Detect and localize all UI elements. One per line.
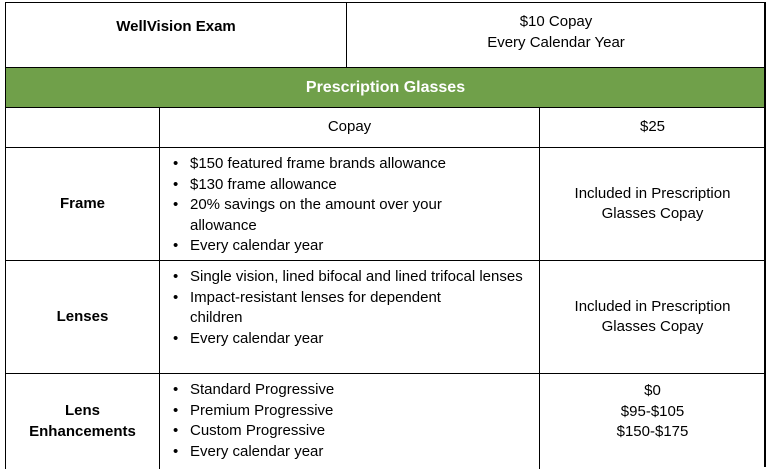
lens-enhancements-list bbox=[164, 380, 535, 462]
list-item: • $130 frame allowance bbox=[164, 175, 535, 196]
list-item: • Premium Progressive bbox=[164, 401, 535, 422]
list-item: • 20% savings on the amount over your allowance bbox=[164, 195, 490, 236]
list-item: • Every calendar year bbox=[164, 329, 535, 350]
list-item: • Standard Progressive bbox=[164, 380, 535, 401]
lenses-value-cell bbox=[539, 260, 765, 373]
copay-label-cell bbox=[159, 107, 539, 147]
exam-label-cell bbox=[5, 2, 346, 67]
lenses-label: Lenses bbox=[56, 307, 109, 325]
list-item: • Single vision, lined bifocal and lined trifocal lenses bbox=[164, 267, 530, 288]
list-item: • Every calendar year bbox=[164, 442, 535, 463]
frame-value-line1: Included in Prescription bbox=[574, 184, 731, 202]
lenses-items-cell bbox=[159, 260, 539, 373]
frame-benefits-list bbox=[164, 154, 535, 257]
exam-label: WellVision Exam bbox=[116, 18, 236, 35]
lens-enhancements-label-line1: Lens bbox=[64, 402, 100, 419]
frame-items-cell bbox=[159, 147, 539, 260]
section-title: Prescription Glasses bbox=[305, 78, 466, 96]
frame-label-cell bbox=[5, 147, 159, 260]
list-item: • Impact-resistant lenses for dependent children bbox=[164, 288, 490, 329]
copay-value-cell bbox=[539, 107, 765, 147]
frame-label: Frame bbox=[59, 194, 106, 212]
lens-enhancements-value-cell bbox=[539, 373, 765, 469]
list-item: • Custom Progressive bbox=[164, 421, 535, 442]
lenses-benefits-list bbox=[164, 267, 535, 349]
lens-enhancements-label-line2: Enhancements bbox=[29, 422, 136, 440]
lens-enhancements-value-3: $150-$175 bbox=[616, 423, 689, 440]
lenses-value-line2: Glasses Copay bbox=[601, 318, 704, 335]
lens-enhancements-value-1: $0 bbox=[644, 382, 661, 399]
lens-enhancements-value-2: $95-$105 bbox=[620, 402, 685, 420]
lens-enhancements-items-cell bbox=[159, 373, 539, 469]
section-header bbox=[5, 67, 765, 107]
copay-value: $25 bbox=[639, 118, 666, 136]
list-item: • Every calendar year bbox=[164, 236, 535, 257]
list-item: • $150 featured frame brands allowance bbox=[164, 154, 535, 175]
frame-value-cell bbox=[539, 147, 765, 260]
exam-value-line1: $10 Copay bbox=[519, 13, 593, 30]
exam-value-cell bbox=[346, 2, 765, 67]
lenses-value-line1: Included in Prescription bbox=[574, 297, 731, 315]
exam-value-line2: Every Calendar Year bbox=[487, 33, 625, 51]
lens-enhancements-label-cell bbox=[5, 373, 159, 469]
copay-empty-cell bbox=[5, 107, 159, 147]
copay-label: Copay bbox=[327, 118, 372, 136]
frame-value-line2: Glasses Copay bbox=[601, 205, 704, 222]
lenses-label-cell bbox=[5, 260, 159, 373]
table-right-border bbox=[764, 2, 766, 467]
